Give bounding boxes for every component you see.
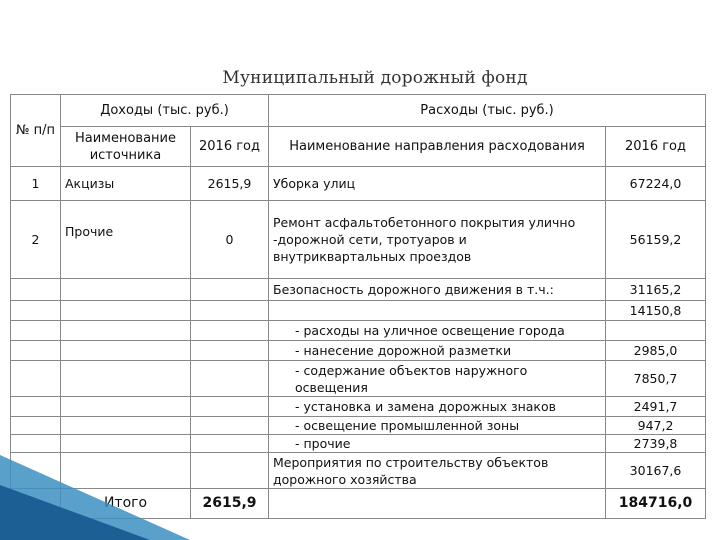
row-expense: 31165,2 bbox=[606, 279, 706, 301]
row-direction bbox=[269, 301, 606, 321]
table-row bbox=[11, 301, 706, 321]
row-source: Прочие bbox=[61, 201, 191, 279]
table-row bbox=[11, 321, 706, 341]
row-expense: 56159,2 bbox=[606, 201, 706, 279]
total-expense: 184716,0 bbox=[606, 489, 706, 519]
row-income bbox=[191, 453, 269, 489]
row-expense: 7850,7 bbox=[606, 361, 706, 397]
row-expense: 2491,7 bbox=[606, 397, 706, 417]
row-direction: Ремонт асфальтобетонного покрытия улично -дорожной сети, тротуаров и внутриквартальных проездов bbox=[269, 201, 606, 279]
row-direction: Безопасность дорожного движения в т.ч.: bbox=[269, 279, 606, 301]
table-row bbox=[11, 201, 706, 279]
row-direction: - освещение промышленной зоны bbox=[269, 417, 606, 435]
row-income bbox=[191, 341, 269, 361]
table-row bbox=[11, 341, 706, 361]
total-income: 2615,9 bbox=[191, 489, 269, 519]
row-num bbox=[11, 279, 61, 301]
row-num bbox=[11, 341, 61, 361]
total-label: Итого bbox=[61, 489, 191, 519]
row-direction: - содержание объектов наружного освещения bbox=[269, 361, 606, 397]
row-source: Акцизы bbox=[61, 167, 191, 201]
row-expense: 14150,8 bbox=[606, 301, 706, 321]
row-income bbox=[191, 361, 269, 397]
row-direction: Мероприятия по строительству объектов дорожного хозяйства bbox=[269, 453, 606, 489]
table-row bbox=[11, 435, 706, 453]
row-income bbox=[191, 397, 269, 417]
row-source bbox=[61, 397, 191, 417]
row-source bbox=[61, 417, 191, 435]
row-direction: - прочие bbox=[269, 435, 606, 453]
row-source bbox=[61, 435, 191, 453]
row-source bbox=[61, 321, 191, 341]
row-expense bbox=[606, 321, 706, 341]
row-expense: 2739,8 bbox=[606, 435, 706, 453]
row-expense: 30167,6 bbox=[606, 453, 706, 489]
row-direction: - расходы на уличное освещение города bbox=[269, 321, 606, 341]
row-direction: - установка и замена дорожных знаков bbox=[269, 397, 606, 417]
table-row bbox=[11, 167, 706, 201]
row-num bbox=[11, 435, 61, 453]
row-num: 1 bbox=[11, 167, 61, 201]
row-income bbox=[191, 279, 269, 301]
row-direction: - нанесение дорожной разметки bbox=[269, 341, 606, 361]
table-row bbox=[11, 417, 706, 435]
row-num bbox=[11, 301, 61, 321]
total-direction bbox=[269, 489, 606, 519]
header-expenses: Расходы (тыс. руб.) bbox=[269, 95, 706, 127]
row-income bbox=[191, 321, 269, 341]
row-num bbox=[11, 397, 61, 417]
row-expense: 947,2 bbox=[606, 417, 706, 435]
row-income: 0 bbox=[191, 201, 269, 279]
row-income bbox=[191, 417, 269, 435]
row-direction: Уборка улиц bbox=[269, 167, 606, 201]
row-expense: 67224,0 bbox=[606, 167, 706, 201]
header-year-income: 2016 год bbox=[191, 127, 269, 167]
table-row bbox=[11, 397, 706, 417]
row-source bbox=[61, 301, 191, 321]
table-header-row bbox=[11, 95, 706, 127]
row-source bbox=[61, 341, 191, 361]
row-income: 2615,9 bbox=[191, 167, 269, 201]
row-source bbox=[61, 361, 191, 397]
corner-decoration-dark bbox=[0, 485, 150, 540]
row-num bbox=[11, 361, 61, 397]
row-expense: 2985,0 bbox=[606, 341, 706, 361]
header-source-name: Наименование источника bbox=[61, 127, 191, 167]
table-row bbox=[11, 361, 706, 397]
table-row bbox=[11, 279, 706, 301]
row-num bbox=[11, 417, 61, 435]
header-year-expense: 2016 год bbox=[606, 127, 706, 167]
row-income bbox=[191, 301, 269, 321]
table-subheader-row bbox=[11, 127, 706, 167]
row-num bbox=[11, 321, 61, 341]
header-num: № п/п bbox=[11, 95, 61, 167]
header-income: Доходы (тыс. руб.) bbox=[61, 95, 269, 127]
row-source bbox=[61, 279, 191, 301]
header-direction-name: Наименование направления расходования bbox=[269, 127, 606, 167]
page-title: Муниципальный дорожный фонд bbox=[222, 68, 528, 88]
row-income bbox=[191, 435, 269, 453]
row-num: 2 bbox=[11, 201, 61, 279]
